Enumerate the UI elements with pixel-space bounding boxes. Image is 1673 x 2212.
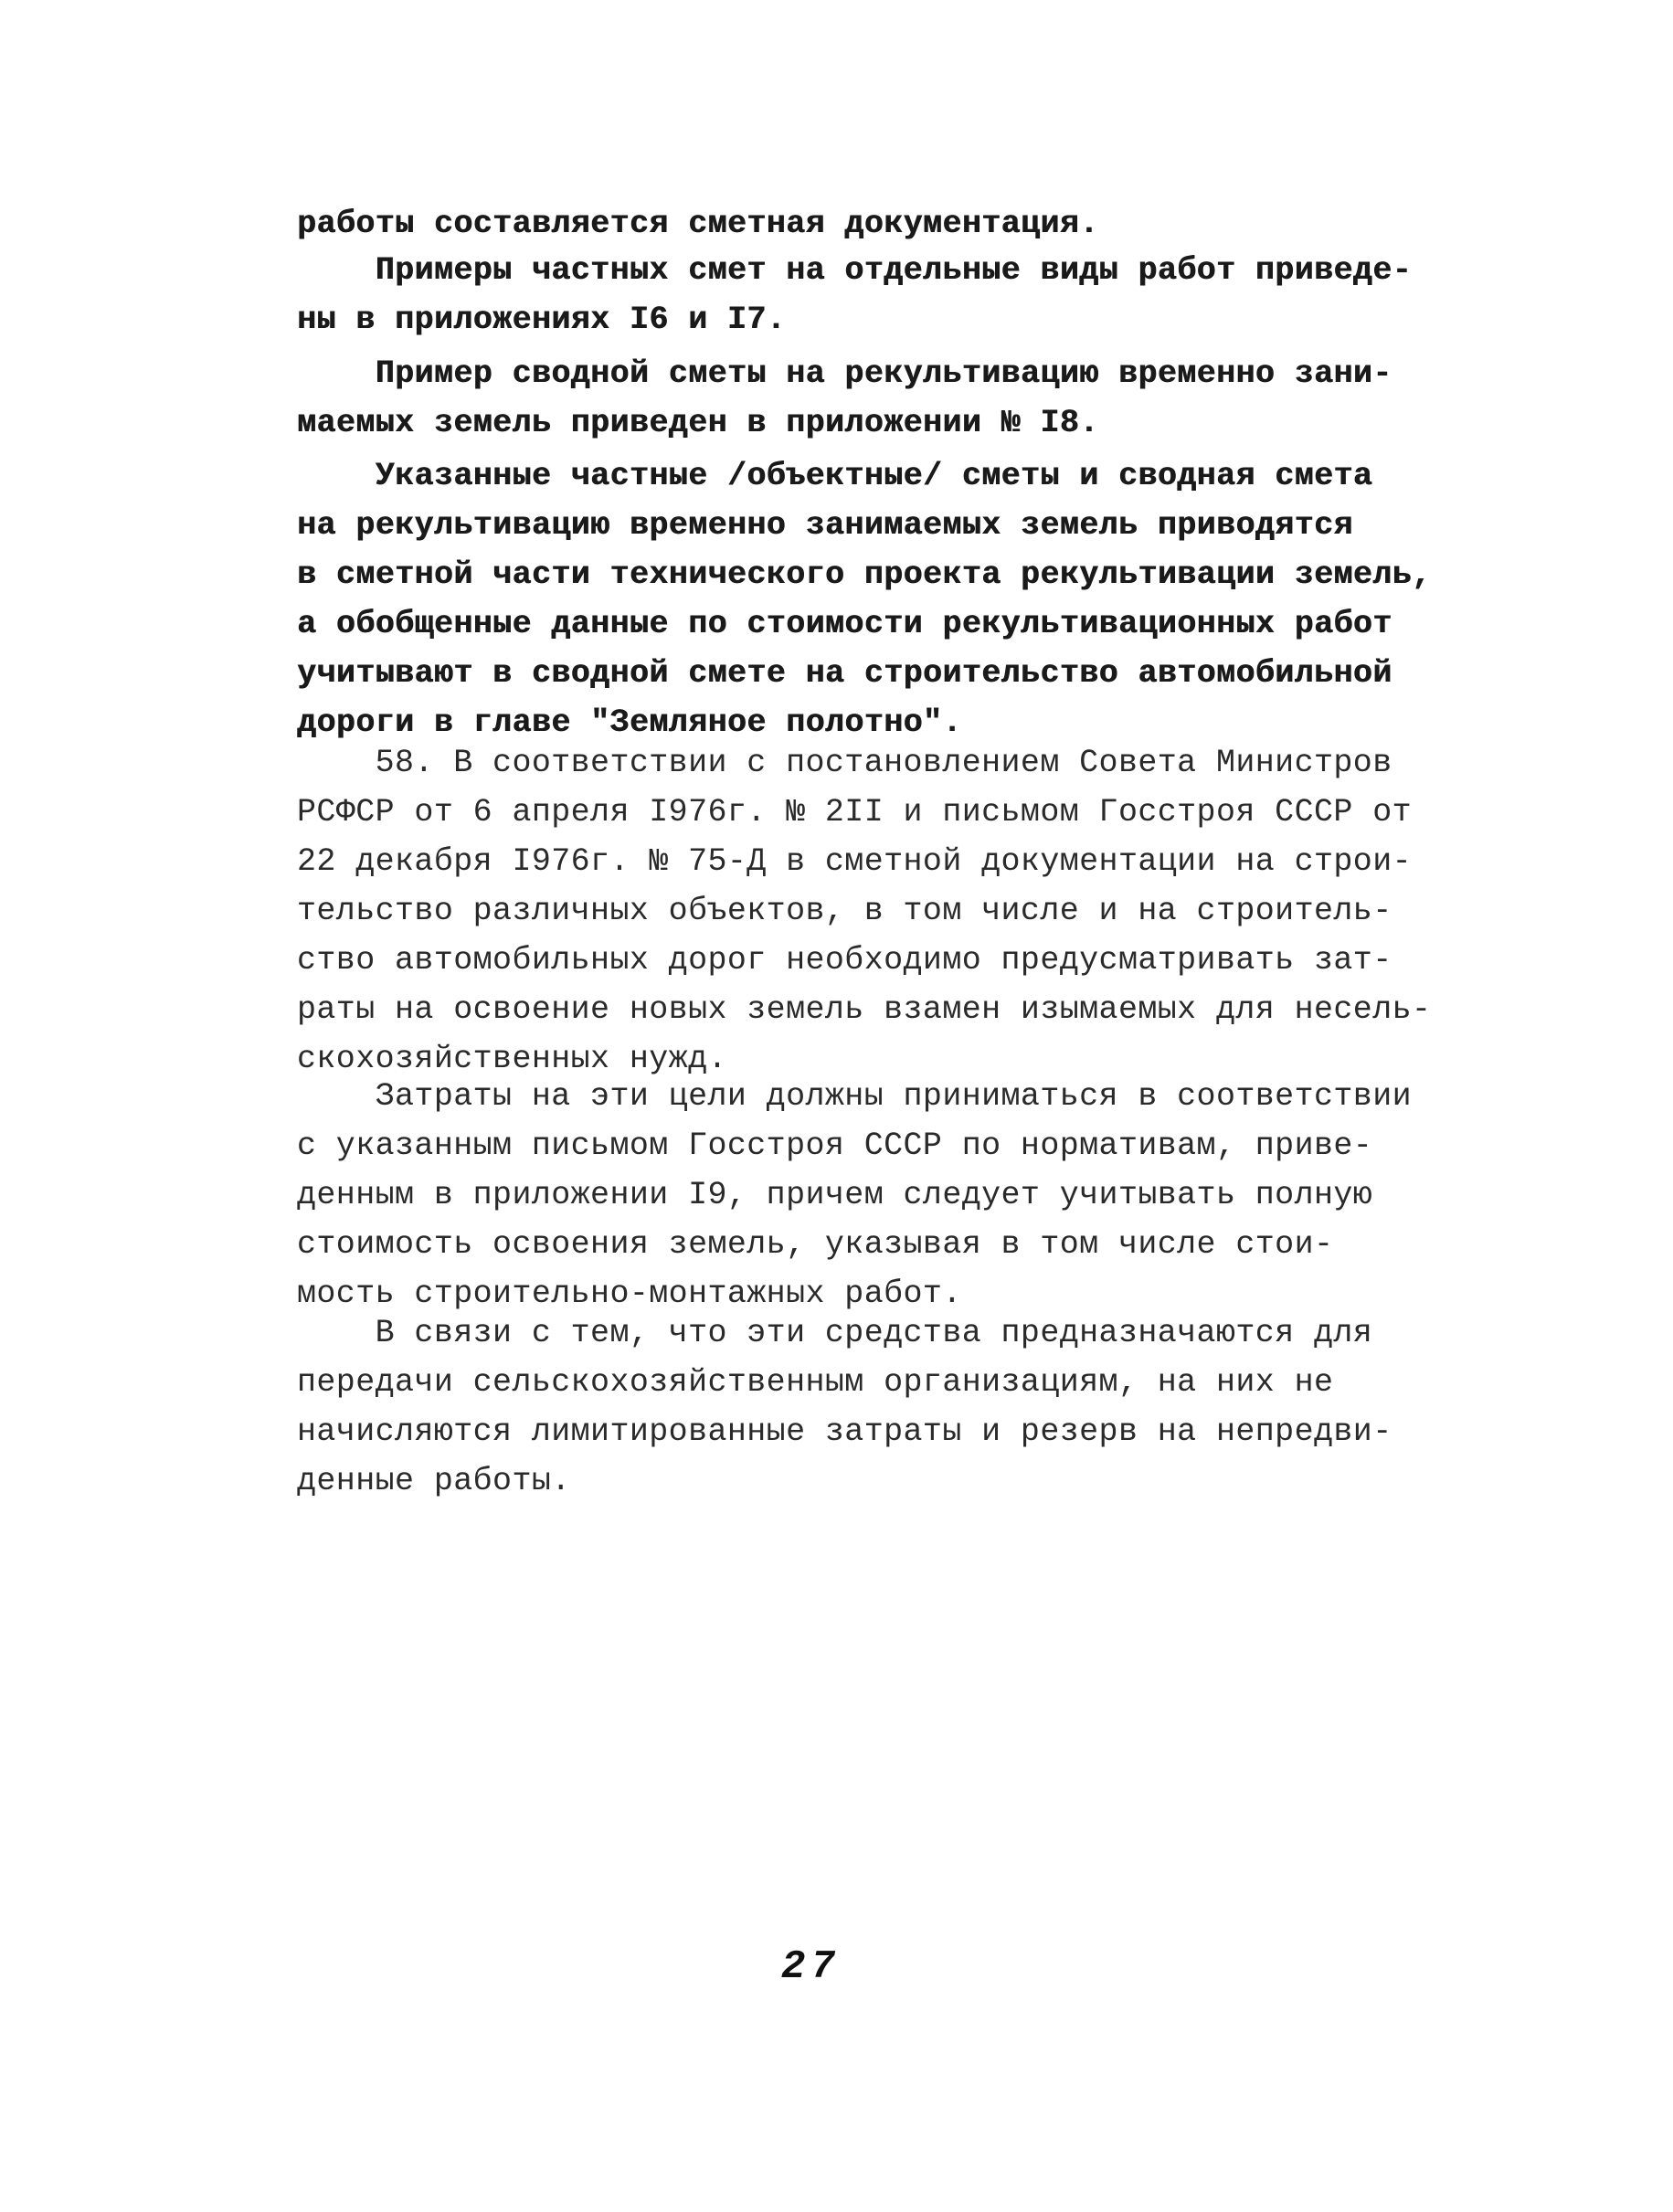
text-line: ны в приложениях I6 и I7. xyxy=(297,302,787,338)
text-line: РСФСР от 6 апреля I976г. № 2II и письмом Госстроя СССР от xyxy=(297,794,1412,831)
text-line: 22 декабря I976г. № 75-Д в сметной документации на строи- xyxy=(297,843,1412,880)
page-number: 27 xyxy=(781,1944,841,1990)
text-line: начисляются лимитированные затраты и резерв на непредви- xyxy=(297,1413,1392,1450)
text-line: мость строительно-монтажных работ. xyxy=(297,1275,962,1312)
text-line: маемых земель приведен в приложении № I8. xyxy=(297,405,1099,441)
text-line: на рекультивацию временно занимаемых земель приводятся xyxy=(297,507,1353,544)
text-line: передачи сельскохозяйственным организациям, на них не xyxy=(297,1364,1334,1401)
paragraph-summary-estimate-example xyxy=(297,349,1392,448)
text-line: работы составляется сметная документация. xyxy=(297,206,1099,242)
text-line: а обобщенные данные по стоимости рекультивационных работ xyxy=(297,606,1392,642)
text-line: денным в приложении I9, причем следует учитывать полную xyxy=(297,1177,1373,1213)
paragraph-58-resolution xyxy=(297,738,1432,1084)
text-line: денные работы. xyxy=(297,1463,571,1499)
text-line: тельство различных объектов, в том числе и на строитель- xyxy=(297,893,1392,929)
text-line: дороги в главе "Земляное полотно". xyxy=(297,704,962,741)
text-line: с указанным письмом Госстроя СССР по нормативам, приве- xyxy=(297,1127,1373,1164)
paragraph-examples-partial-estimates xyxy=(297,246,1412,344)
text-line: Указанные частные /объектные/ сметы и сводная смета xyxy=(297,458,1373,494)
text-line: в сметной части технического проекта рекультивации земель, xyxy=(297,556,1432,593)
text-line: скохозяйственных нужд. xyxy=(297,1041,727,1077)
text-line: В связи с тем, что эти средства предназначаются для xyxy=(297,1315,1373,1351)
text-line: Примеры частных смет на отдельные виды работ приведе- xyxy=(297,252,1412,289)
text-line: раты на освоение новых земель взамен изымаемых для несель- xyxy=(297,991,1432,1028)
text-line: ство автомобильных дорог необходимо предусматривать зат- xyxy=(297,942,1392,979)
text-line: 58. В соответствии с постановлением Совета Министров xyxy=(297,745,1392,781)
text-line: стоимость освоения земель, указывая в том числе стои- xyxy=(297,1226,1334,1263)
paragraph-estimates-placement xyxy=(297,451,1432,747)
paragraph-funds-transfer xyxy=(297,1308,1392,1506)
paragraph-costs-norms xyxy=(297,1072,1412,1318)
text-line: Пример сводной сметы на рекультивацию временно зани- xyxy=(297,355,1392,392)
text-line: учитывают в сводной смете на строительство автомобильной xyxy=(297,655,1392,692)
paragraph-continuation xyxy=(297,199,1375,249)
text-line: Затраты на эти цели должны приниматься в соответствии xyxy=(297,1078,1412,1115)
